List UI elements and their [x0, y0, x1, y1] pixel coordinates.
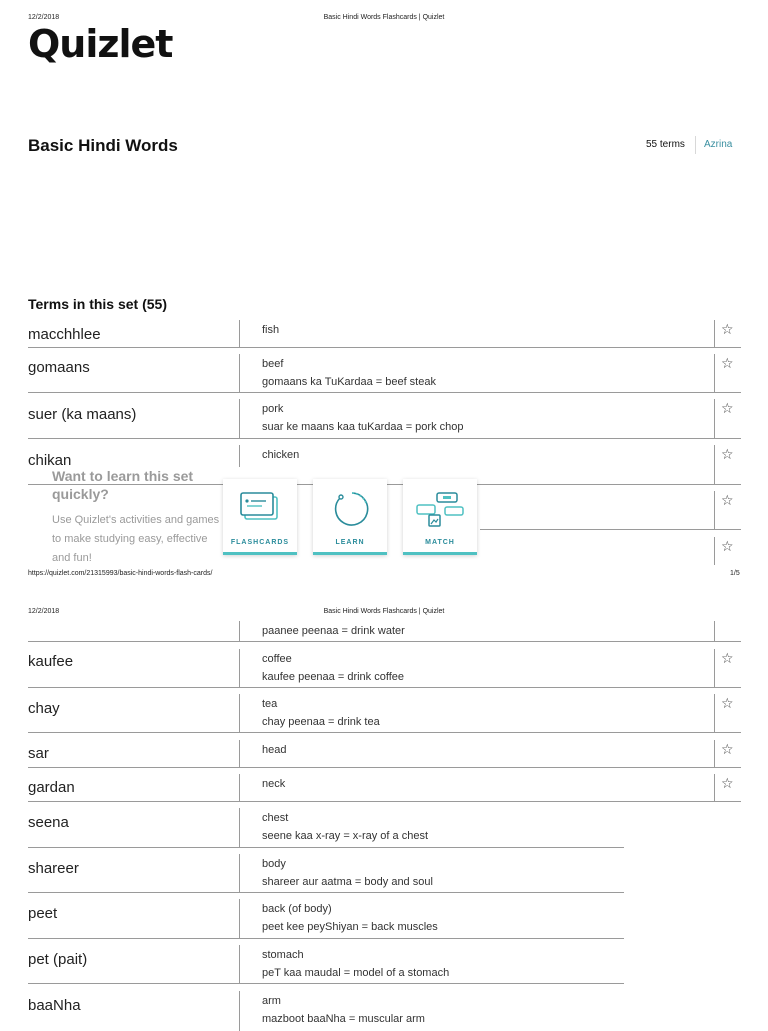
definition: fish — [262, 324, 280, 336]
learn-icon — [332, 489, 372, 529]
term-row — [28, 740, 741, 768]
star-icon[interactable]: ☆ — [721, 400, 734, 416]
definition: tea chay peenaa = drink tea — [262, 698, 380, 728]
print-date: 12/2/2018 — [28, 608, 60, 615]
star-icon[interactable]: ☆ — [721, 492, 734, 508]
row-divider — [239, 945, 240, 983]
row-divider — [239, 445, 240, 467]
row-border — [28, 641, 741, 642]
star-icon[interactable]: ☆ — [721, 355, 734, 371]
promo-title: Want to learn this set quickly? — [52, 468, 194, 502]
star-divider — [714, 537, 715, 565]
row-divider — [239, 740, 240, 767]
definition: chest seene kaa x-ray = x-ray of a chest — [262, 812, 428, 842]
term-row — [28, 354, 741, 393]
row-divider — [239, 991, 240, 1031]
promo-body: Use Quizlet's activities and games to make studying easy, effective and fun! — [52, 514, 220, 564]
star-divider — [714, 621, 715, 641]
star-divider — [714, 491, 715, 529]
learn-label: LEARN — [335, 539, 365, 546]
term-row — [28, 694, 741, 733]
meta-divider — [695, 136, 696, 154]
term-text: seena — [28, 814, 69, 831]
definition: back (of body) peet kee peyShiyan = back muscles — [262, 903, 438, 933]
row-divider — [239, 899, 240, 938]
row-divider — [239, 808, 240, 847]
definition: neck — [262, 778, 286, 790]
print-title: Basic Hindi Words Flashcards | Quizlet — [323, 608, 445, 615]
star-divider — [714, 740, 715, 767]
definition: paanee peenaa = drink water — [262, 625, 405, 637]
star-divider — [714, 445, 715, 484]
star-divider — [714, 399, 715, 438]
match-mode-button[interactable] — [403, 479, 477, 555]
row-divider — [239, 854, 240, 892]
quizlet-logo[interactable]: Quizlet — [28, 22, 173, 66]
star-divider — [714, 649, 715, 687]
star-divider — [714, 354, 715, 392]
star-icon[interactable]: ☆ — [721, 446, 734, 462]
star-icon[interactable]: ☆ — [721, 741, 734, 757]
flashcards-mode-button[interactable] — [223, 479, 297, 555]
flashcards-icon — [240, 491, 280, 525]
star-icon[interactable]: ☆ — [721, 650, 734, 666]
term-text: shareer — [28, 860, 79, 877]
term-text: peet — [28, 905, 58, 922]
match-icon — [415, 491, 465, 531]
term-row — [28, 899, 624, 939]
terms-heading: Terms in this set (55) — [28, 296, 168, 312]
term-row — [28, 649, 741, 688]
row-divider — [239, 694, 240, 732]
term-text: chay — [28, 700, 60, 717]
term-row — [480, 491, 741, 530]
term-text: baaNha — [28, 997, 81, 1014]
term-text: suer (ka maans) — [28, 406, 137, 423]
term-row — [28, 774, 741, 802]
terms-count: 55 terms — [646, 139, 685, 150]
row-divider — [239, 320, 240, 347]
term-text: gomaans — [28, 359, 90, 376]
term-text: sar — [28, 745, 49, 762]
term-text: chikan — [28, 452, 72, 469]
term-text: pet (pait) — [28, 951, 88, 968]
definition: beef gomaans ka TuKardaa = beef steak — [262, 358, 436, 388]
flashcards-label: FLASHCARDS — [230, 539, 290, 546]
author-link[interactable]: Azrina — [704, 139, 733, 150]
row-divider — [239, 774, 240, 801]
star-icon[interactable]: ☆ — [721, 321, 734, 337]
definition: pork suar ke maans kaa tuKardaa = pork chop — [262, 403, 464, 433]
row-divider — [239, 649, 240, 687]
term-row — [28, 399, 741, 439]
row-divider — [239, 399, 240, 438]
print-title: Basic Hindi Words Flashcards | Quizlet — [323, 14, 445, 21]
row-divider — [239, 621, 240, 641]
match-label: MATCH — [425, 539, 455, 546]
term-text: kaufee — [28, 653, 74, 670]
row-divider — [239, 354, 240, 392]
term-row — [28, 320, 741, 348]
set-title: Basic Hindi Words — [28, 136, 178, 155]
star-divider — [714, 694, 715, 732]
term-row — [28, 991, 624, 1031]
star-icon[interactable]: ☆ — [721, 775, 734, 791]
print-date: 12/2/2018 — [28, 14, 60, 21]
footer-page-number: 1/5 — [730, 570, 740, 577]
definition: head — [262, 744, 287, 756]
term-text: gardan — [28, 779, 75, 796]
star-icon[interactable]: ☆ — [721, 695, 734, 711]
term-row — [28, 945, 624, 984]
definition: chicken — [262, 449, 300, 461]
definition: stomach peT kaa maudal = model of a stomach — [262, 949, 450, 979]
learn-mode-button[interactable] — [313, 479, 387, 555]
term-row — [28, 621, 741, 641]
star-divider — [714, 320, 715, 347]
definition: coffee kaufee peenaa = drink coffee — [262, 653, 404, 683]
star-divider — [714, 774, 715, 801]
term-row — [28, 808, 624, 848]
term-row — [28, 854, 624, 893]
term-text: macchhlee — [28, 326, 101, 343]
footer-url: https://quizlet.com/21315993/basic-hindi-words-flash-cards/ — [28, 570, 213, 577]
definition: arm mazboot baaNha = muscular arm — [262, 995, 425, 1025]
definition: body shareer aur aatma = body and soul — [262, 858, 433, 888]
star-icon[interactable]: ☆ — [721, 538, 734, 554]
